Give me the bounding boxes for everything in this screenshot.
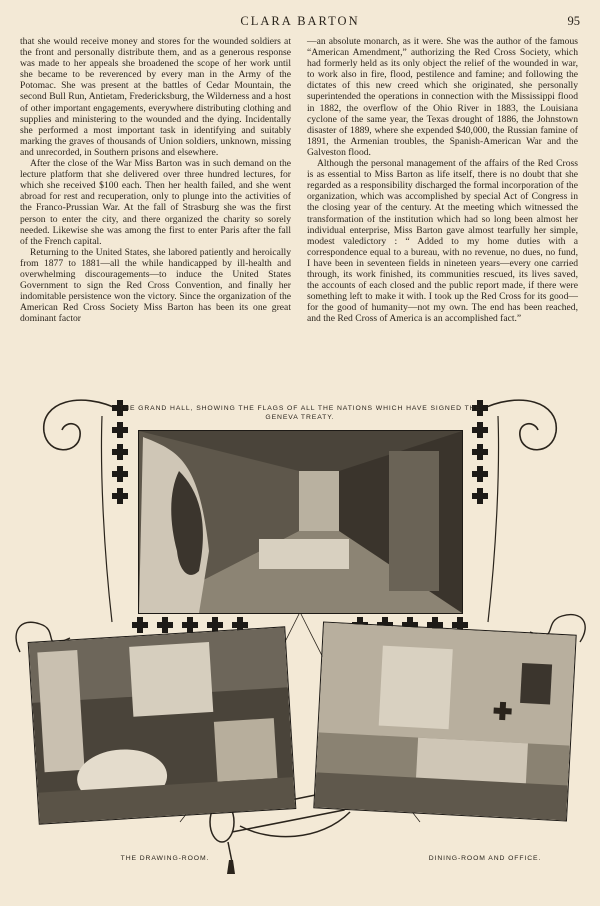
bugle-tassel [227,860,235,874]
left-paragraph-1: that she would receive money and stores for the wounded soldiers at the front and personally distribute them, and as a generous response was made to her appeals she broadened the scope of her work until she became to be reverenced by every man in the Army of the Potomac. She was present at the battles of Cedar Mountain, the second Bull Run, Antietam, Fredericksburg, the Wilderness and a host of other important engagements, everywhere distributing clothing and supplies and ministering to the wounded and the dying. Incidentally she performed a most important task in identifying and suitably marking the graves of thousands of Union soldiers, unknown, missing and unrecorded, in Southern prisons and elsewhere. [20,36,291,158]
grand-hall-photo [138,430,463,614]
right-paragraph-1: —an absolute monarch, as it were. She was the author of the famous “American Amendment,” authorizing the Red Cross Society, which had formerly held as its only object the relief of the wounded in war, to work also in fire, flood, pestilence and famine; and following the dictates of this new creed which she originated, she personally superintended the operations in connection with the Mississippi flood in 1882, the overflow of the Ohio River in 1883, the Louisiana cyclone of the same year, the Texas drought of 1886, the Johnstown disaster of 1889, where she expended $40,000, the Russian famine of 1891, the Armenian troubles, the Spanish-American War and the Galveston flood. [307,36,578,158]
dining-room-photo [313,621,576,821]
left-paragraph-2: After the close of the War Miss Barton was in such demand on the lecture platform that she delivered over three hundred lectures, for which she received $100 each. Then her health failed, and she went abroad for rest and recuperation, only to plunge into the activities of the Franco-Prussian War. At the fall of Strasburg she was the first person to enter the city, and there organized the charity so sorely needed. Likewise she was among the first to enter Paris after the fall of the French capital. [20,158,291,247]
text-columns [20,36,578,324]
running-title: CLARA BARTON [240,14,360,28]
right-scroll-ornament [480,400,556,450]
page-header [20,14,580,30]
drawing-room-caption: THE DRAWING-ROOM. [120,855,210,862]
right-vine [488,416,499,622]
right-column [307,36,578,324]
left-vine [101,416,112,622]
left-paragraph-3: Returning to the United States, she labored patiently and heroically from 1877 to 1881—all the while handicapped by ill-health and overwhelming discouragements—to induce the United States Government to sign the Red Cross Convention, and finally her indomitable persistence won the victory. Since the organization of the American Red Cross Society Miss Barton has been its one great dominant factor [20,246,291,325]
right-paragraph-2: Although the personal management of the affairs of the Red Cross is as essential to Miss Barton as life itself, there is no doubt that she regarded as a responsibility discharged the formal incorporation of the organization, which was accomplished by special Act of Congress in the closing year of the century. At the meeting which witnessed the transformation of the institution which had so long been almost her individual enterprise, Miss Barton gave almost tearfully her simple, modest valedictory : “ Added to my home duties with a correspondence equal to a bureau, with no revenue, no dues, no fund, I have been in seventeen fields in nineteen years—every one carried through, its work finished, its communities rescued, its lives saved, the accounts of each closed and the public report made, if there were something left to make it with. I took up the Red Cross for its good—for the good of humanity—not my own. The end has been reached, and the Red Cross of America is an accomplished fact.” [307,158,578,325]
drawing-room-photo [28,626,297,824]
page-number: 95 [567,14,580,28]
left-scroll-ornament [44,400,120,450]
grand-hall-caption: THE GRAND HALL, SHOWING THE FLAGS OF ALL THE NATIONS WHICH HAVE SIGNED THE GENEVA TREATY. [119,405,481,421]
dining-room-caption: DINING-ROOM AND OFFICE. [428,855,542,862]
left-column [20,36,291,324]
